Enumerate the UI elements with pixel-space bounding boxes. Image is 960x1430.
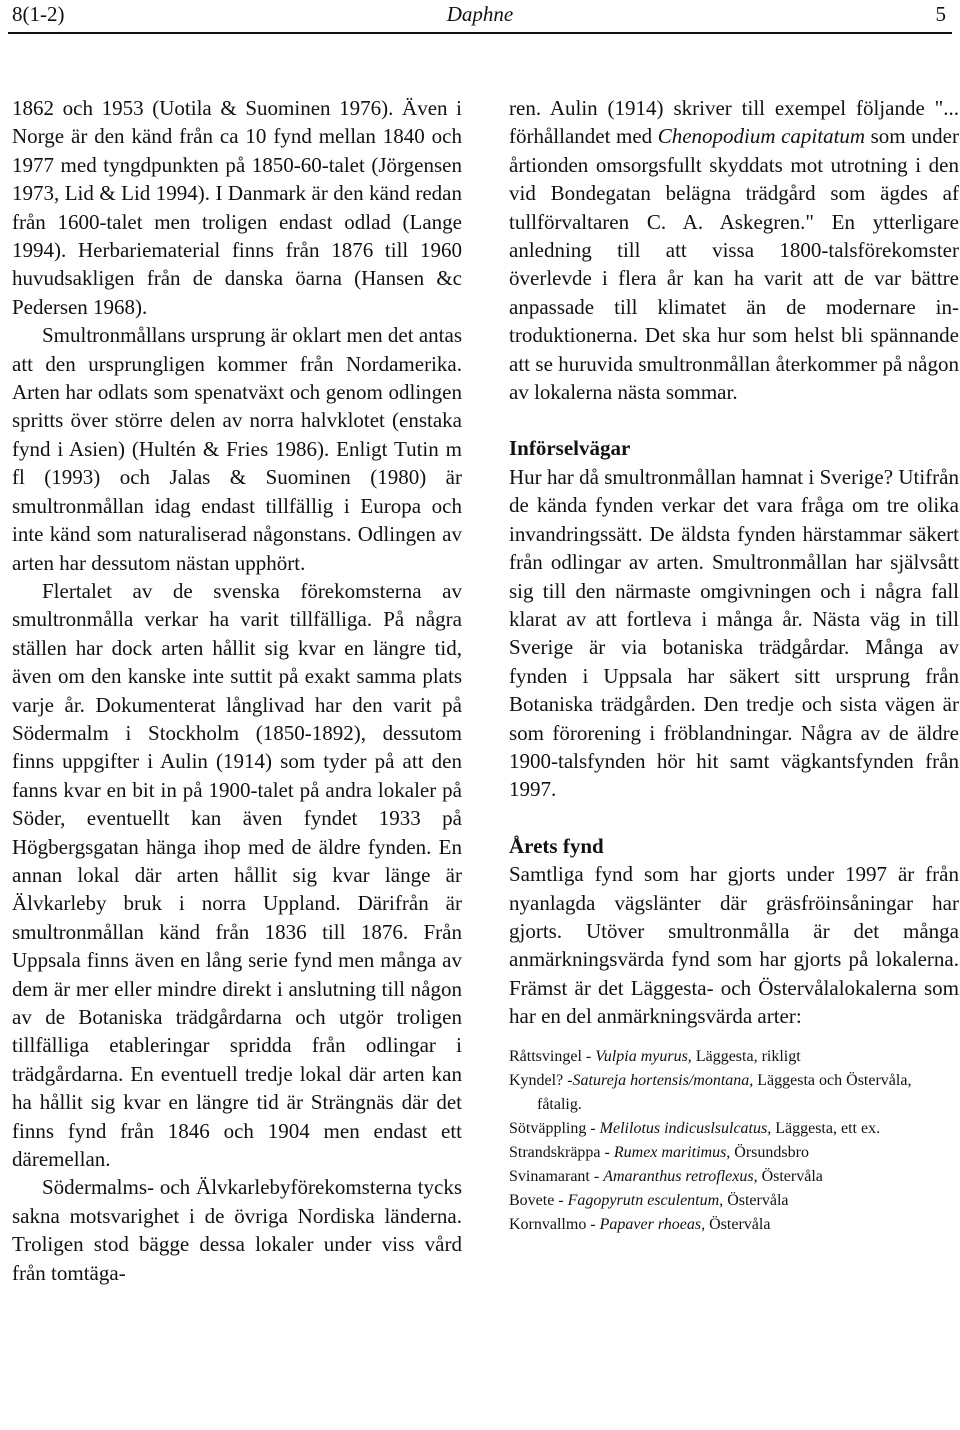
page-header xyxy=(0,0,960,36)
species-locality: Östervåla xyxy=(757,1167,823,1185)
species-locality: Östervåla xyxy=(723,1191,789,1209)
quote-text-end: som under årtionden omsorgsfullt skyddats mot utrotning i den vid Bondegatan belägna trädgård som ägdes af tullförvaltaren C. A. Askegren." En ytterligare anledning till att vissa 1800-talsförekomster överlevde i flera år kan ha varit att de var bättre anpassade till klimatet än de modernare introduktionerna. Det ska hur som helst bli spännande att se huruvida smultronmållan återkommer på någon av lokalerna nästa sommar. xyxy=(509,124,959,405)
species-latin-name: Papaver rhoeas, xyxy=(599,1215,706,1233)
left-column xyxy=(12,94,462,1287)
species-common-name: Kornvallmo - xyxy=(509,1215,600,1233)
species-common-name: Svinamarant - xyxy=(509,1167,604,1185)
species-list-item xyxy=(509,1069,959,1117)
species-list-item xyxy=(509,1165,959,1189)
species-list-item xyxy=(509,1213,959,1237)
species-common-name: Bovete - xyxy=(509,1191,568,1209)
paragraph-swedish-occurrences: Flertalet av de svenska förekomsterna av smultronmålla verkar ha varit tillfälliga. På några ställen har dock arten hållit sig kvar en längre tid, även om den kanske inte suttit på exakt samma plats varje år. Dokumenterat långlivad har den varit på Södermalm i Stockholm (1850-1892), dessutom finns uppgifter i Aulin (1914) som tyder på att den fanns kvar en bit in på 1900-talet på andra lokaler på Söder, eventuellt kan även fyndet 1933 på Högbergsgatan hänga ihop med de äldre fynden. En annan lokal där arten hållit sig kvar länge är Älvkarleby bruk i norra Uppland. Därifrån är smultronmållan känd från 1836 till 1876. Från Uppsala finns även en lång serie fynd men många av dem är mer eller mindre direkt i anslutning till någon av de Botaniska trädgårdarna och utgör troligen tillfälliga etableringar spridda från odlingar i trädgårdarna. En eventuell tredje lokal där arten kan ha hållit sig kvar en längre tid är Strängnäs där det finns fynd från 1846 och 1904 men endast ett däremellan. xyxy=(12,578,462,1172)
paragraph-this-years-finds: Samtliga fynd som har gjorts under 1997 är från nyanlagda vägslänter där gräsfröinsåningar har gjorts. Utöver smultronmålla är det många anmärkningsvärda fynd som har gjorts på lokalerna. Främst är det Läggesta- och Östervålalokalerna som har en del anmärkningsvärda arter: xyxy=(509,862,959,1029)
issue-reference: 8(1-2) xyxy=(12,2,65,26)
species-list-item xyxy=(509,1189,959,1213)
species-latin-name: Rumex maritimus, xyxy=(613,1143,731,1161)
species-list-item xyxy=(509,1117,959,1141)
species-latin-name: Amaranthus retroflexus, xyxy=(603,1167,758,1185)
species-latin-name: Vulpia myurus, xyxy=(595,1047,692,1065)
species-locality: Örsundsbro xyxy=(730,1143,809,1161)
paragraph-aulin-quote xyxy=(509,94,959,406)
header-rule xyxy=(8,32,952,34)
species-common-name: Strandskräppa - xyxy=(509,1143,614,1161)
heading-this-years-finds: Årets fynd xyxy=(509,833,604,858)
species-common-name: Kyndel? - xyxy=(509,1071,573,1089)
paragraph-import-routes: Hur har då smultronmållan hamnat i Sverige? Utifrån de kända fynden verkar det vara fråga om tre olika invandringssätt. De äldsta fynden härstammar säkert från odlingar av arten. Smultronmållan har självsått sig till den närmaste omgivningen och i några fall klarat av att fortleva i många år. Nästa väg in till Sverige är via botaniska trädgårdar. Många av fynden i Uppsala har säkert sitt ursprung från Botaniska trädgården. Den tredje och sista vägen är som förorening i fröblandningar. Några av de äldre 1900-talsfynden hör hit samt vägkantsfynden från 1997. xyxy=(509,464,959,802)
species-latin-name: Satureja hortensis/montana, xyxy=(572,1071,754,1089)
paragraph-nordic-comparison: Södermalms- och Älvkarlebyförekomsterna tycks sakna motsvarighet i de övriga Nordiska länderna. Troligen stod bägge dessa lokaler under viss vård från tomtäga- xyxy=(12,1175,462,1285)
species-latin-name: Fagopyrutn esculentum, xyxy=(567,1191,724,1209)
species-common-name: Råttsvingel - xyxy=(509,1047,596,1065)
species-list-item xyxy=(509,1141,959,1165)
species-locality: Läggesta och Östervåla, fåtalig. xyxy=(537,1071,912,1113)
species-common-name: Sötväppling - xyxy=(509,1119,600,1137)
species-locality: Läggesta, ett ex. xyxy=(771,1119,881,1137)
species-list xyxy=(509,1045,959,1237)
latin-name: Chenopodium capitatum xyxy=(657,124,866,149)
paragraph-origin: Smultronmållans ursprung är oklart men det antas att den ursprungligen kommer från Nordamerika. Arten har odlats som spenatväxt och genom odlingen spritts över större delen av norra halvklotet (enstaka fynd i Asien) (Hultén & Fries 1986). Enligt Tutin m fl (1993) och Jalas & Suominen (1980) är smultronmållan idag endast tillfällig i Europa och inte känd som naturaliserad någonstans. Odlingen av arten har dessutom nästan upphört. xyxy=(12,323,462,575)
paragraph-distribution: 1862 och 1953 (Uotila & Suominen 1976). Även i Norge är den känd från ca 10 fynd mellan 1840 och 1977 med tyngdpunkten på 1850-60-talet (Jörgensen 1973, Lid & Lid 1994). I Danmark är den känd redan från 1600-talet men troligen endast odlad (Lange 1994). Herbariematerial finns från 1876 till 1960 huvudsakligen från de danska öarna (Hansen &c Pedersen 1968). xyxy=(12,96,462,319)
right-column xyxy=(509,94,959,1237)
quote-text-start: ren. Aulin (1914) skriver till exempel följande "... förhållandet med xyxy=(509,96,959,149)
heading-import-routes: Införselvägar xyxy=(509,436,631,461)
species-list-item xyxy=(509,1045,959,1069)
journal-title: Daphne xyxy=(446,2,514,26)
species-locality: Läggesta, rikligt xyxy=(691,1047,801,1065)
species-latin-name: Melilotus indicuslsulcatus, xyxy=(599,1119,772,1137)
page-number: 5 xyxy=(935,2,946,26)
species-locality: Östervåla xyxy=(705,1215,771,1233)
